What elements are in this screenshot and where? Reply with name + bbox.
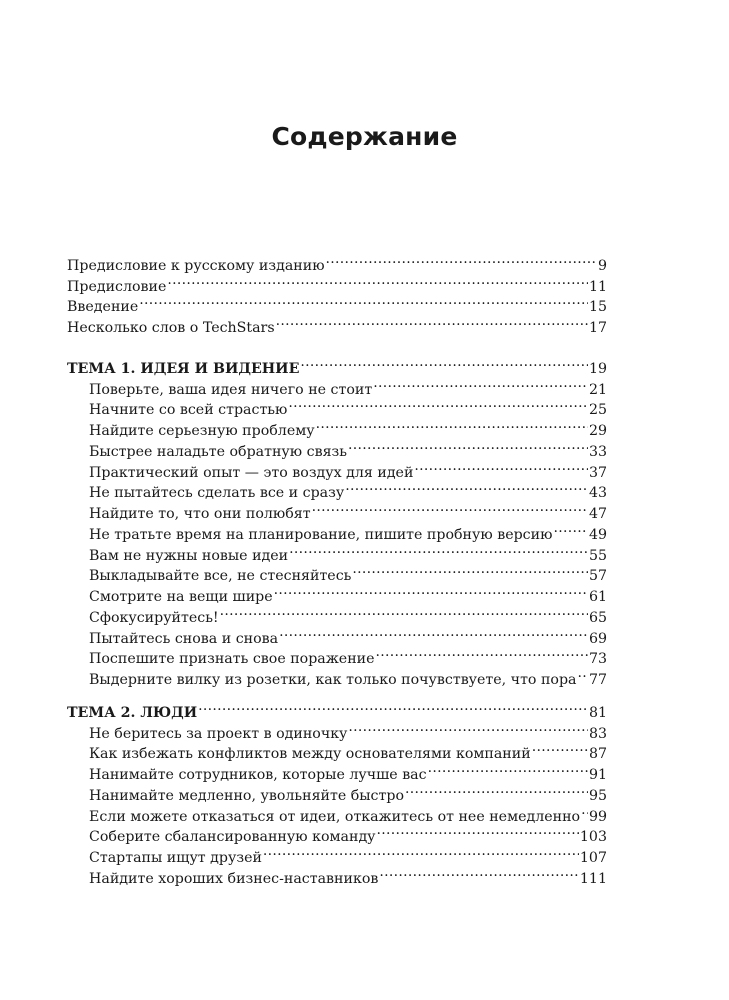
toc-entry-page: 81	[588, 704, 607, 721]
toc-entry-title: Не беритесь за проект в одиночку	[89, 725, 348, 742]
dot-leader	[581, 800, 588, 821]
toc-entry-page: 111	[579, 870, 607, 887]
dot-leader	[316, 414, 588, 435]
page-title: Содержание	[271, 122, 458, 151]
toc-entry-page: 55	[588, 547, 607, 564]
toc-entry-title: Выдерните вилку из розетки, как только почувствуете, что пора	[89, 672, 577, 688]
toc-front-matter	[67, 249, 607, 336]
dot-leader	[276, 311, 588, 332]
toc-entry-title: Найдите серьезную проблему	[89, 423, 315, 439]
dot-leader	[312, 497, 588, 518]
toc-entry-page: 107	[579, 850, 607, 866]
toc-entry-title: Начните со всей страстью	[89, 402, 288, 419]
toc-entry-title: Сфокусируйтесь!	[89, 609, 219, 626]
toc-entry-title: Поспешите признать свое поражение	[89, 651, 375, 668]
dot-leader	[373, 373, 588, 394]
toc-entry-title: Введение	[67, 299, 139, 316]
dot-leader	[198, 696, 588, 717]
dot-leader	[345, 477, 588, 498]
toc-entry-title: Нанимайте медленно, увольняйте быстро	[89, 787, 404, 804]
toc-entry-page: 47	[588, 506, 607, 522]
toc-entry-title: Соберите сбалансированную команду	[89, 829, 376, 846]
toc-entry-page: 43	[588, 485, 607, 502]
toc-entry-title: Не пытайтесь сделать все и сразу	[89, 485, 345, 502]
dot-leader	[279, 622, 588, 643]
toc-entry-page: 69	[588, 630, 607, 647]
toc-entry-page: 29	[588, 423, 607, 439]
toc-entry-page: 87	[588, 746, 607, 763]
toc-theme-2	[67, 696, 607, 887]
toc-theme-1	[67, 352, 607, 688]
toc-entry-page: 21	[588, 381, 607, 398]
dot-leader	[377, 821, 579, 842]
toc-entry-page: 15	[588, 299, 607, 316]
toc-entry-page: 103	[579, 829, 607, 846]
toc-entry-title: Стартапы ищут друзей	[89, 850, 262, 866]
toc-entry-title: Найдите хороших бизнес-наставников	[89, 870, 379, 887]
dot-leader	[532, 738, 588, 759]
dot-leader	[288, 394, 588, 415]
toc-theme-heading[interactable]	[67, 352, 607, 377]
toc-entry-page: 91	[588, 767, 607, 783]
dot-leader	[300, 352, 588, 373]
toc-entry-title: Не тратьте время на планирование, пишите пробную версию	[89, 526, 553, 543]
toc-entry-title: Если можете отказаться от идеи, откажитесь от нее немедленно	[89, 808, 581, 825]
toc-entry[interactable]	[67, 311, 607, 336]
toc-entry-title: Выкладывайте все, не стесняйтесь	[89, 568, 352, 585]
toc-entry-title: Несколько слов о TechStars	[67, 320, 275, 336]
dot-leader	[289, 539, 588, 560]
toc-entry-page: 37	[588, 464, 607, 481]
toc-entry-page: 11	[588, 278, 607, 295]
dot-leader	[405, 779, 588, 800]
toc-entry-page: 77	[588, 672, 607, 688]
dot-leader	[326, 249, 597, 270]
toc-entry-page: 65	[588, 609, 607, 626]
dot-leader	[263, 841, 579, 862]
toc-entry-page: 57	[588, 568, 607, 585]
toc-entry-page: 19	[588, 360, 607, 377]
toc-entry-page: 73	[588, 651, 607, 668]
toc-entry-page: 33	[588, 443, 607, 460]
toc-entry-title: Смотрите на вещи шире	[89, 589, 273, 605]
toc-entry-page: 17	[588, 320, 607, 336]
toc-entry-page: 99	[588, 808, 607, 825]
toc-entry-title: ТЕМА 1. ИДЕЯ И ВИДЕНИЕ	[67, 360, 300, 377]
dot-leader	[348, 717, 588, 738]
toc-entry-title: Найдите то, что они полюбят	[89, 506, 311, 522]
dot-leader	[376, 643, 588, 664]
toc-theme-heading[interactable]	[67, 696, 607, 721]
toc-entry-title: Поверьте, ваша идея ничего не стоит	[89, 381, 373, 398]
toc-entry-page: 61	[588, 589, 607, 605]
dot-leader	[379, 862, 579, 883]
dot-leader	[139, 291, 588, 312]
dot-leader	[553, 518, 588, 539]
toc-entry-title: Вам не нужны новые идеи	[89, 547, 289, 564]
dot-leader	[414, 456, 588, 477]
toc-entry-page: 95	[588, 787, 607, 804]
toc-entry-title: Предисловие	[67, 278, 167, 295]
toc-entry-title: Как избежать конфликтов между основателями компаний	[89, 746, 531, 763]
toc-entry[interactable]	[67, 249, 607, 274]
dot-leader	[220, 601, 588, 622]
toc-entry[interactable]	[67, 291, 607, 316]
toc-entry-title: Быстрее наладьте обратную связь	[89, 443, 347, 460]
toc-entry-page: 49	[588, 526, 607, 543]
toc-entry-title: Нанимайте сотрудников, которые лучше вас	[89, 767, 427, 783]
dot-leader	[352, 560, 588, 581]
dot-leader	[274, 580, 588, 601]
toc-entry-page: 25	[588, 402, 607, 419]
toc-entry-page: 83	[588, 725, 607, 742]
dot-leader	[348, 435, 588, 456]
toc-entry-title: Практический опыт — это воздух для идей	[89, 464, 414, 481]
toc-entry-page: 9	[597, 257, 607, 274]
toc-entry-title: Пытайтесь снова и снова	[89, 630, 279, 647]
dot-leader	[578, 663, 588, 684]
dot-leader	[167, 270, 588, 291]
toc-entry-title: Предисловие к русскому изданию	[67, 257, 325, 274]
dot-leader	[428, 758, 588, 779]
toc-entry-title: ТЕМА 2. ЛЮДИ	[67, 704, 198, 721]
